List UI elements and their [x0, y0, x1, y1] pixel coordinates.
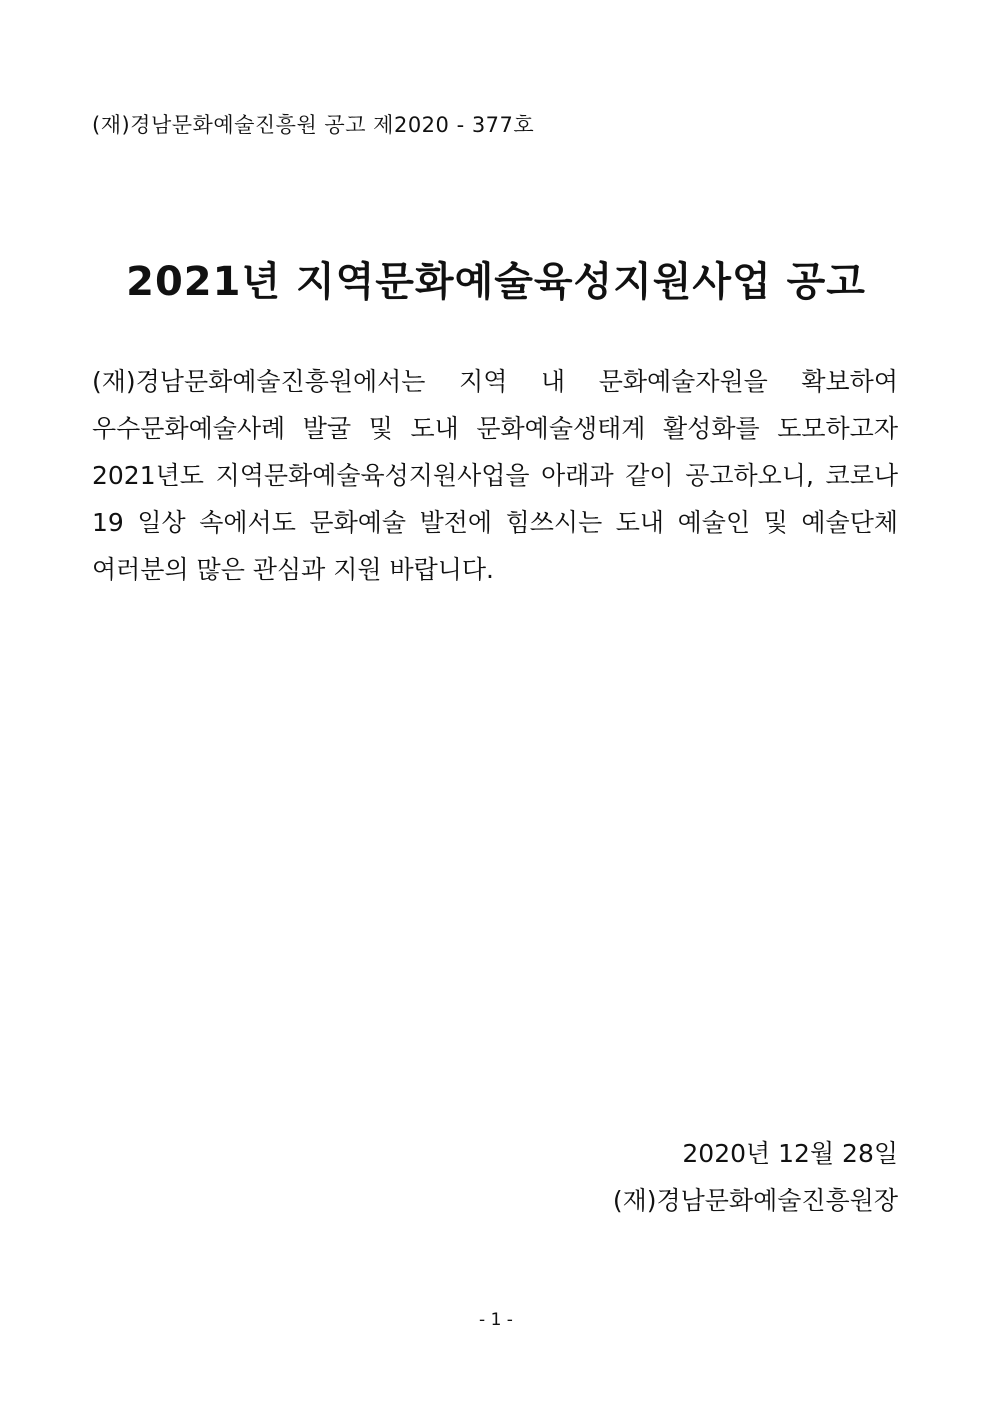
document-body	[92, 358, 898, 593]
document-title: 2021년 지역문화예술육성지원사업 공고	[126, 259, 866, 305]
body-line: 우수문화예술사례 발굴 및 도내 문화예술생태계 활성화를 도모하고자	[92, 414, 898, 443]
body-line: 19 일상 속에서도 문화예술 발전에 힘쓰시는 도내 예술인 및 예술단체	[92, 508, 898, 537]
body-line: (재)경남문화예술진흥원에서는 지역 내 문화예술자원을 확보하여	[92, 367, 898, 396]
page-number: - 1 -	[479, 1310, 513, 1330]
signer-title: (재)경남문화예술진흥원장	[612, 1186, 898, 1215]
body-line: 2021년도 지역문화예술육성지원사업을 아래과 같이 공고하오니, 코로나	[92, 461, 898, 490]
notice-number: (재)경남문화예술진흥원 공고 제2020 - 377호	[92, 113, 535, 137]
body-line: 여러분의 많은 관심과 지원 바랍니다.	[92, 555, 494, 584]
notice-date: 2020년 12월 28일	[682, 1139, 898, 1168]
